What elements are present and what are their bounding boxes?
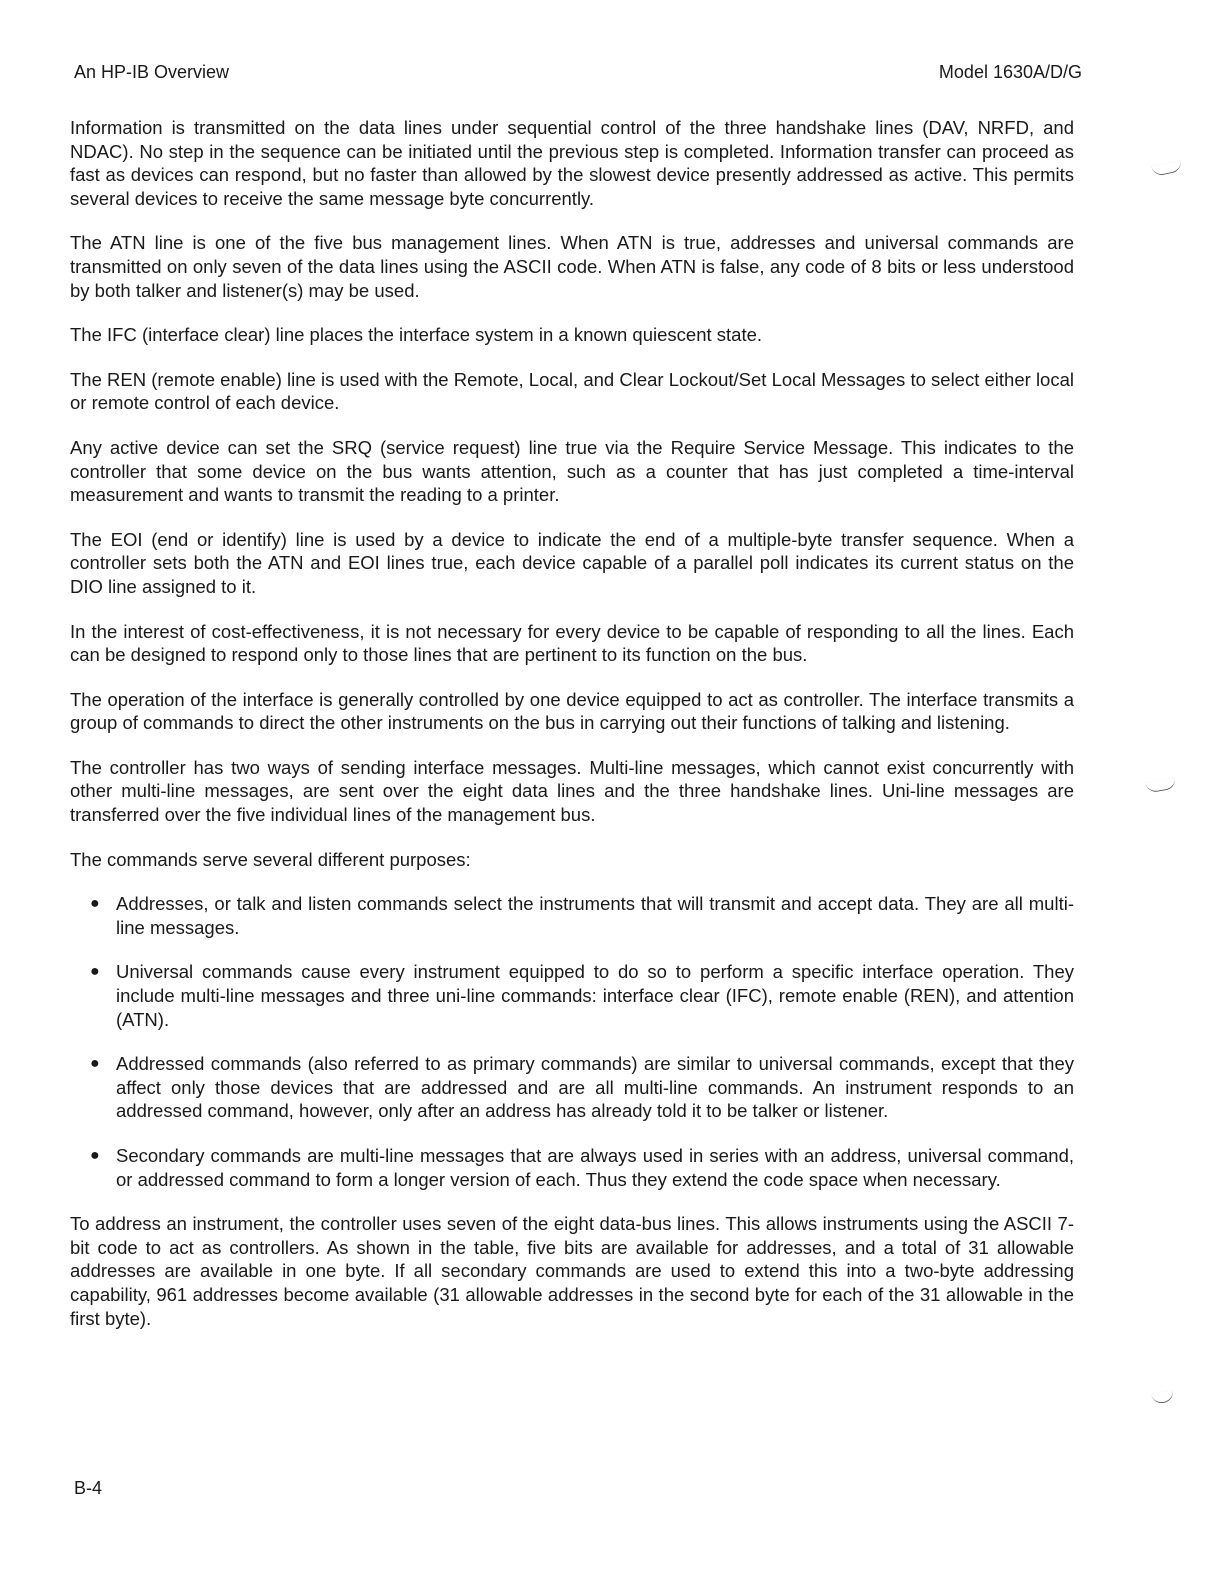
list-item	[70, 1052, 1074, 1123]
list-item	[70, 960, 1074, 1031]
command-purposes-list	[70, 892, 1074, 1191]
list-item-text: Addressed commands (also referred to as primary commands) are similar to universal commands, except that they affect only those devices that are addressed and are all multi-line commands. An instrument responds to an addressed command, however, only after an address has already told it to be talker or listener.	[116, 1053, 1074, 1122]
bullet-icon: ●	[90, 963, 100, 981]
page-number: B-4	[74, 1478, 103, 1498]
list-item-text: Addresses, or talk and listen commands select the instruments that will transmit and accept data. They are all multi-line messages.	[116, 893, 1074, 938]
bullet-icon: ●	[90, 1147, 100, 1164]
list-item-text: Universal commands cause every instrument equipped to do so to perform a specific interface operation. They include multi-line messages and three uni-line commands: interface clear (IFC), remote enable (REN), and attention (ATN).	[116, 961, 1074, 1030]
list-item	[70, 892, 1074, 939]
page-body	[70, 116, 1074, 1351]
paragraph-data-lines: Information is transmitted on the data lines under sequential control of the three handshake lines (DAV, NRFD, and NDAC). No step in the sequence can be initiated until the previous step is completed. Information transfer can proceed as fast as devices can respond, but no faster than allowed by the slowest device presently addressed as active. This permits several devices to receive the same message byte concurrently.	[70, 117, 1074, 209]
margin-mark-icon	[1145, 777, 1176, 793]
list-item-text: Secondary commands are multi-line messages that are always used in series with an address, universal command, or addressed command to form a longer version of each. Thus they extend the code space when necessary.	[116, 1145, 1074, 1190]
list-item	[70, 1144, 1074, 1191]
margin-mark-icon	[1151, 1390, 1175, 1405]
paragraph-eoi-line: The EOI (end or identify) line is used by a device to indicate the end of a multiple-byte transfer sequence. When a controller sets both the ATN and EOI lines true, each device capable of a parallel poll indicates its current status on the DIO line assigned to it.	[70, 528, 1074, 597]
paragraph-ren-line: The REN (remote enable) line is used with the Remote, Local, and Clear Lockout/Set Local Messages to select either local or remote control of each device.	[70, 368, 1074, 414]
bullet-icon: ●	[90, 1055, 100, 1073]
running-header-model: Model 1630A/D/G	[938, 62, 1082, 82]
paragraph-commands-intro: The commands serve several different purposes:	[70, 848, 471, 870]
paragraph-cost-effectiveness: In the interest of cost-effectiveness, it is not necessary for every device to be capable of responding to all the lines. Each can be designed to respond only to those lines that are pertinent to its function on the bus.	[70, 620, 1074, 666]
paragraph-addressing: To address an instrument, the controller uses seven of the eight data-bus lines. This allows instruments using the ASCII 7-bit code to act as controllers. As shown in the table, five bits are available for addresses, and a total of 31 allowable addresses are available in one byte. If all secondary commands are used to extend this into a two-byte addressing capability, 961 addresses become available (31 allowable addresses in the second byte for each of the 31 allowable in the first byte).	[70, 1213, 1074, 1329]
paragraph-ifc-line: The IFC (interface clear) line places the interface system in a known quiescent state.	[70, 324, 763, 346]
paragraph-interface-operation: The operation of the interface is generally controlled by one device equipped to act as controller. The interface transmits a group of commands to direct the other instruments on the bus in carrying out their functions of talking and listening.	[70, 688, 1074, 734]
paragraph-srq-line: Any active device can set the SRQ (service request) line true via the Require Service Message. This indicates to the controller that some device on the bus wants attention, such as a counter that has just completed a time-interval measurement and wants to transmit the reading to a printer.	[70, 436, 1074, 506]
bullet-icon: ●	[90, 895, 100, 913]
paragraph-atn-line: The ATN line is one of the five bus management lines. When ATN is true, addresses and universal commands are transmitted on only seven of the data lines using the ASCII code. When ATN is false, any code of 8 bits or less understood by both talker and listener(s) may be used.	[70, 232, 1074, 301]
paragraph-interface-messages: The controller has two ways of sending interface messages. Multi-line messages, which cannot exist concurrently with other multi-line messages, are sent over the eight data lines and the three handshake lines. Uni-line messages are transferred over the five individual lines of the management bus.	[70, 756, 1074, 826]
running-header-title: An HP-IB Overview	[74, 62, 230, 82]
margin-mark-icon	[1151, 160, 1183, 177]
